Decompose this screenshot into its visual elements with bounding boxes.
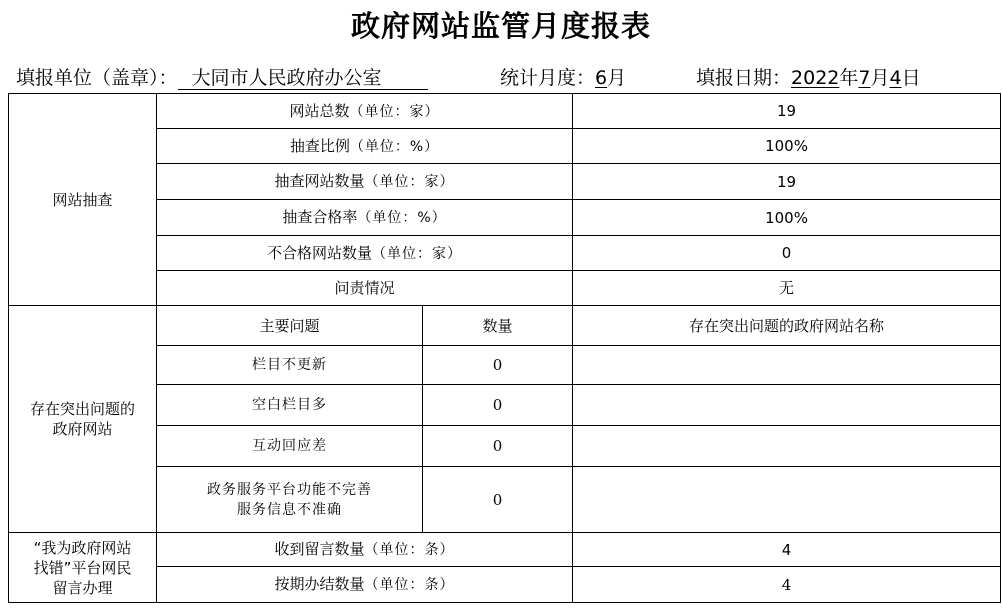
row-unit: （单位：%）: [349, 138, 440, 155]
table-row: [9, 271, 1001, 306]
row-label: [157, 200, 573, 236]
row-item: 抽查合格率: [282, 208, 358, 226]
row-unit: （单位：家）: [372, 245, 463, 262]
row-unit: （单位：条）: [364, 542, 455, 558]
count-cell: 0: [423, 346, 573, 385]
row-value: 19: [573, 164, 1001, 200]
row-value: 4: [573, 533, 1001, 567]
sites-cell: [573, 385, 1001, 426]
section-label-problems: 存在突出问题的 政府网站: [9, 306, 157, 533]
row-unit: （单位：家）: [349, 103, 440, 120]
date-field: [696, 63, 921, 90]
column-header-problem: 主要问题: [157, 306, 423, 346]
table-row: [9, 533, 1001, 567]
unit-value: 大同市人民政府办公室: [191, 67, 382, 89]
sites-cell: [573, 346, 1001, 385]
date-day-suffix: 日: [901, 67, 921, 89]
sites-cell: [573, 426, 1001, 467]
table-row: [9, 467, 1001, 533]
row-value: 4: [573, 567, 1001, 603]
row-item: 不合格网站数量: [267, 243, 373, 262]
count-cell: 0: [423, 467, 573, 533]
table-row: [9, 567, 1001, 603]
date-year: 2022: [791, 67, 840, 89]
date-day: 4: [889, 67, 902, 89]
unit-label: 填报单位（盖章）：: [16, 67, 178, 89]
report-title: 政府网站监管月度报表: [350, 9, 651, 43]
problem-cell: 政务服务平台功能不完善 服务信息不准确: [157, 467, 423, 533]
row-label: [157, 129, 573, 164]
table-row: [9, 129, 1001, 164]
column-header-sites: 存在突出问题的政府网站名称: [573, 306, 1001, 346]
problem-cell: 空白栏目多: [157, 385, 423, 426]
month-value: 6: [595, 67, 608, 89]
row-item: 抽查网站数量: [274, 172, 365, 190]
row-value: 19: [573, 94, 1001, 129]
date-month-suffix: 月: [870, 67, 890, 89]
row-value: 100%: [573, 129, 1001, 164]
row-label: [157, 164, 573, 200]
table-row: [9, 236, 1001, 271]
column-header-count: 数量: [423, 306, 573, 346]
row-unit: （单位：%）: [357, 210, 447, 226]
month-field: [500, 63, 626, 90]
problem-cell: 互动回应差: [157, 426, 423, 467]
month-suffix: 月: [607, 67, 627, 89]
sites-cell: [573, 467, 1001, 533]
unit-value-box: [178, 67, 428, 90]
table-row: [9, 200, 1001, 236]
table-header-row: [9, 306, 1001, 346]
row-label: [157, 567, 573, 603]
row-label: [157, 236, 573, 271]
table-row: [9, 94, 1001, 129]
row-item: 抽查比例: [289, 136, 350, 155]
date-label: 填报日期：: [696, 67, 792, 89]
row-unit: （单位：条）: [364, 577, 455, 593]
row-item: 按期办结数量: [274, 575, 365, 593]
row-label: [157, 271, 573, 306]
date-year-suffix: 年: [839, 67, 859, 89]
row-item: 网站总数: [289, 101, 350, 120]
row-value: 0: [573, 236, 1001, 271]
row-label: [157, 533, 573, 567]
count-cell: 0: [423, 385, 573, 426]
count-cell: 0: [423, 426, 573, 467]
row-value: 无: [573, 271, 1001, 306]
row-label: [157, 94, 573, 129]
report-table: [8, 93, 1001, 603]
row-unit: （单位：家）: [364, 174, 455, 190]
month-label: 统计月度：: [500, 67, 596, 89]
row-value: 100%: [573, 200, 1001, 236]
unit-field: [16, 63, 428, 90]
problem-cell: 栏目不更新: [157, 346, 423, 385]
table-row: [9, 346, 1001, 385]
table-row: [9, 385, 1001, 426]
table-row: [9, 164, 1001, 200]
row-item: 收到留言数量: [274, 540, 365, 558]
row-item: 问责情况: [334, 278, 395, 297]
date-month: 7: [858, 67, 871, 89]
section-label-inspection: 网站抽查: [9, 94, 157, 306]
section-label-messages: “我为政府网站 找错”平台网民 留言办理: [9, 533, 157, 603]
table-row: [9, 426, 1001, 467]
